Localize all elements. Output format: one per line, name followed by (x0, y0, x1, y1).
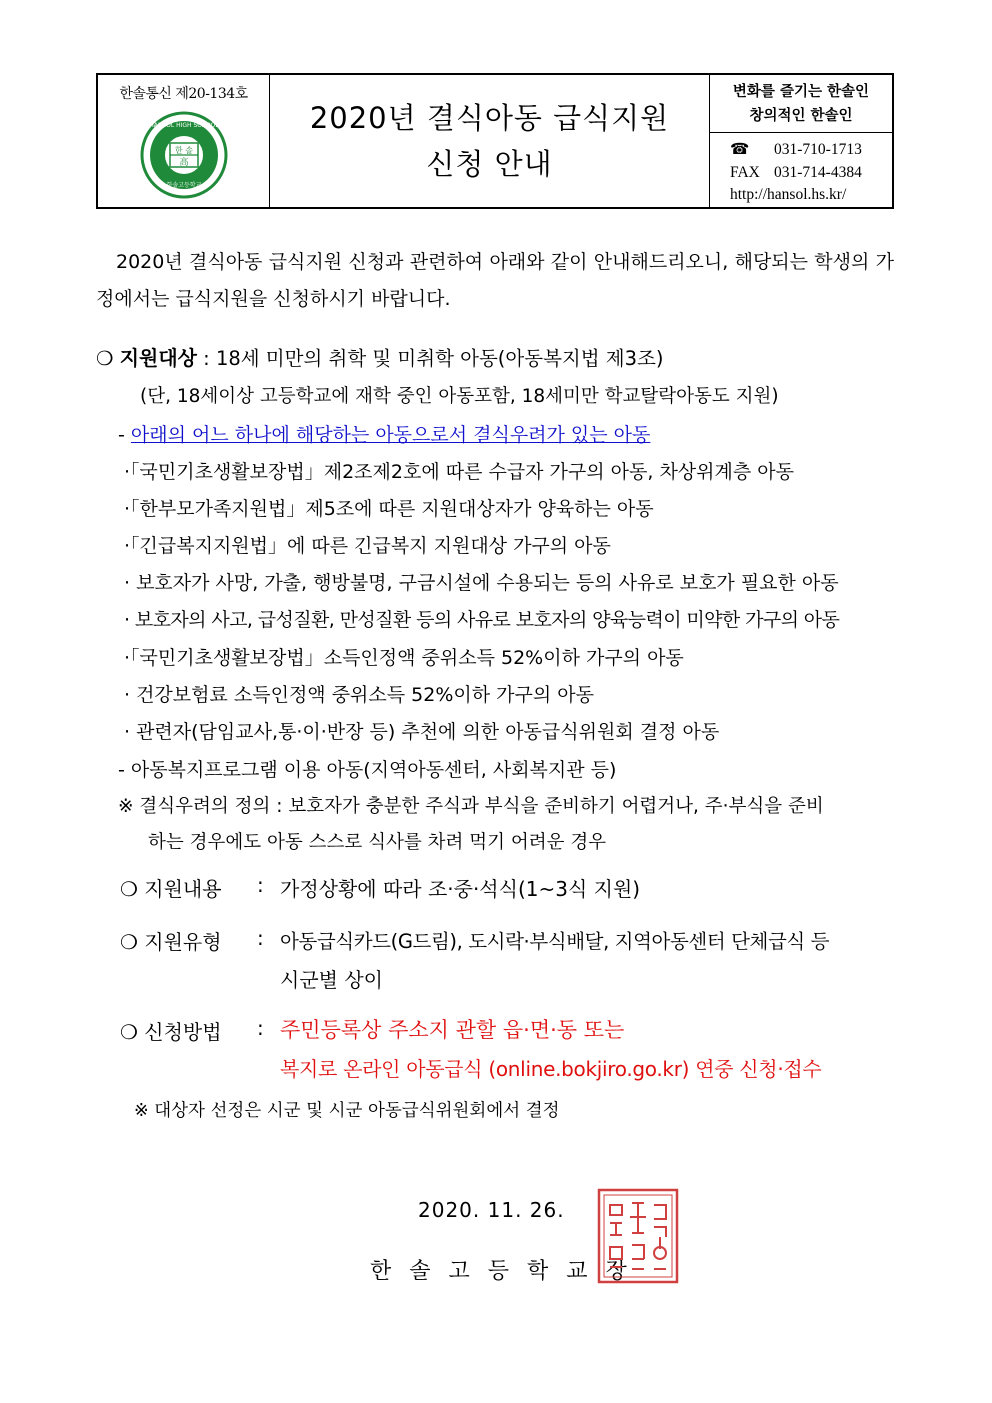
intro-paragraph: 2020년 결식아동 급식지원 신청과 관련하여 아래와 같이 안내해드리오니, 해당되는 학생의 가정에서는 급식지원을 신청하시기 바랍니다. (96, 251, 894, 310)
logo-bottom-text: 한솔고등학교 (166, 182, 201, 189)
fax-number: 031-714-4384 (774, 163, 862, 181)
logo-char: 高 (178, 158, 189, 168)
target-dash-program: - 아동복지프로그램 이용 아동(지역아동센터, 사회복지관 등) (118, 759, 617, 781)
target-note: (단, 18세이상 고등학교에 재학 중인 아동포함, 18세미만 학교탈락아동도 지원) (140, 386, 779, 407)
type-label: ❍ 지원유형 (120, 930, 222, 954)
phone-number: 031-710-1713 (774, 141, 862, 158)
method-text1: 주민등록상 주소지 관할 읍·면·동 또는 (280, 1018, 625, 1042)
target-item-8: · 관련자(담임교사,통·이·반장 등) 추천에 의한 아동급식위원회 결정 아동 (124, 721, 720, 743)
target-label: 지원대상 (119, 346, 197, 370)
header-right-cell (710, 75, 892, 207)
logo-name: 한 솔 (174, 146, 193, 155)
content-label: ❍ 지원내용 (120, 877, 222, 901)
bullet-circle: ❍ (96, 347, 114, 370)
content-text: 가정상황에 따라 조·중·석식(1~3식 지원) (280, 877, 641, 901)
contact-info (710, 133, 892, 207)
header-left-cell (98, 75, 270, 207)
target-subheading: - 아래의 어느 하나에 해당하는 아동으로서 결식우려가 있는 아동 (118, 424, 651, 446)
method-colon: : (257, 1016, 264, 1040)
method-label: ❍ 신청방법 (120, 1020, 222, 1044)
header-title-cell (270, 75, 710, 207)
school-logo-icon (140, 111, 228, 199)
target-item-1: ·「국민기초생활보장법」제2조제2호에 따른 수급자 가구의 아동, 차상위계층 아동 (124, 461, 794, 483)
target-item-4: · 보호자가 사망, 가출, 행방불명, 구금시설에 수용되는 등의 사유로 보호가 필요한 아동 (124, 572, 839, 594)
target-item-7: · 건강보험료 소득인정액 중위소득 52%이하 가구의 아동 (124, 684, 594, 706)
content-colon: : (257, 873, 264, 897)
issue-number: 한솔통신 제20-134호 (119, 86, 248, 102)
target-colon: : (203, 347, 210, 370)
official-seal-icon (596, 1187, 680, 1285)
fax-row (730, 162, 892, 185)
selection-note: ※ 대상자 선정은 시군 및 시군 아동급식위원회에서 결정 (134, 1101, 560, 1121)
principal-signature: 한솔고등학교장 (370, 1259, 645, 1284)
slogan (710, 75, 892, 133)
target-heading (96, 342, 663, 371)
telephone-icon: ☎ (730, 141, 750, 158)
definition-line2: 하는 경우에도 아동 스스로 식사를 차려 먹기 어려운 경우 (148, 832, 607, 853)
fax-label: FAX (730, 163, 760, 181)
logo-ring-text: HANSOL HIGH SCHOOL (148, 122, 219, 129)
document-title-line1: 2020년 결식아동 급식지원 (309, 101, 670, 135)
target-item-2: ·「한부모가족지원법」제5조에 따른 지원대상자가 양육하는 아동 (124, 498, 654, 520)
target-subheading-link: 아래의 어느 하나에 해당하는 아동으로서 결식우려가 있는 아동 (130, 424, 651, 446)
issue-date: 2020. 11. 26. (418, 1198, 565, 1222)
document-title-line2: 신청 안내 (426, 147, 553, 181)
definition-line1: ※ 결식우려의 정의 : 보호자가 충분한 주식과 부식을 준비하기 어렵거나, 주·부식을 준비 (118, 796, 824, 817)
slogan-line2: 창의적인 한솔인 (749, 106, 853, 124)
target-item-6: ·「국민기초생활보장법」소득인정액 중위소득 52%이하 가구의 아동 (124, 647, 684, 669)
slogan-line1: 변화를 즐기는 한솔인 (732, 82, 870, 100)
type-text2: 시군별 상이 (280, 968, 383, 992)
phone-row (730, 139, 892, 162)
website-url[interactable]: http://hansol.hs.kr/ (730, 186, 847, 203)
target-text: 18세 미만의 취학 및 미취학 아동(아동복지법 제3조) (215, 347, 664, 370)
target-item-3: ·「긴급복지지원법」에 따른 긴급복지 지원대상 가구의 아동 (124, 535, 611, 557)
newsletter-header (96, 73, 894, 209)
target-item-5: · 보호자의 사고, 급성질환, 만성질환 등의 사유로 보호자의 양육능력이 미약한 가구의 아동 (124, 609, 840, 631)
method-text2: 복지로 온라인 아동급식 (online.bokjiro.go.kr) 연중 신청·접수 (280, 1057, 822, 1081)
type-colon: : (257, 926, 264, 950)
type-text1: 아동급식카드(G드림), 도시락·부식배달, 지역아동센터 단체급식 등 (280, 930, 830, 953)
